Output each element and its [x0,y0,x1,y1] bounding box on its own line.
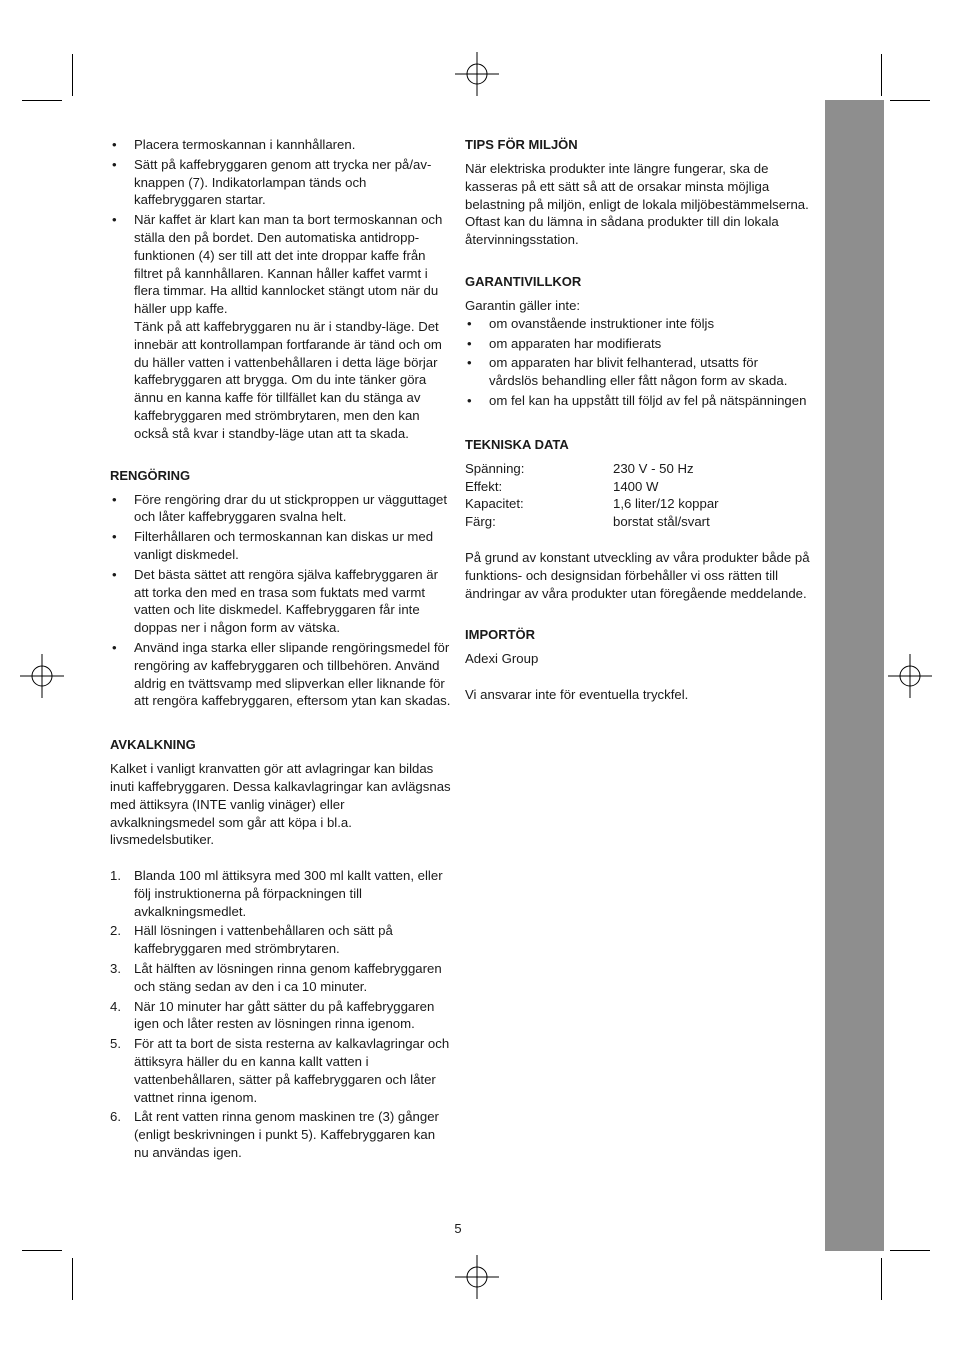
step-number: 6. [110,1109,121,1125]
spec-row [465,478,810,496]
side-tab-band [825,100,884,1251]
list-item [110,1108,452,1161]
descaling-heading: AVKALKNING [110,737,196,753]
spec-row [465,460,810,478]
spec-value: 1400 W [613,478,659,494]
crop-mark [72,1258,73,1300]
registration-mark-icon [455,52,499,96]
disclaimer-text: På grund av konstant utveckling av våra produkter både på funktions- och designsidan förbehåller vi oss rätten till ändringar av våra produkter utan föregående meddelande. [465,549,810,601]
crop-mark [22,1250,62,1251]
specs-heading: TEKNISKA DATA [465,436,569,452]
right-column [465,136,810,704]
list-item: • Sätt på kaffebryggaren genom att trycka ner på/av-knappen (7). Indikatorlampan tänds och kaffebryggaren startar. [110,156,452,209]
cleaning-bullet-list [110,491,452,711]
list-item: • Det bästa sättet att rengöra själva kaffebryggaren är att torka den med en trasa som fuktats med varmt vatten och lite diskmedel. Kaffebryggaren får inte doppas ner i någon form av vätska. [110,566,452,637]
crop-mark [881,1258,882,1300]
crop-mark [72,54,73,96]
step-number: 2. [110,923,121,939]
list-item: • om fel kan ha uppstått till följd av fel på nätspänningen [465,392,810,410]
list-item: • Placera termoskannan i kannhållaren. [110,136,452,154]
spec-label: Spänning: [465,460,525,476]
crop-mark [22,100,62,101]
list-item [110,998,452,1034]
print-errors-note: Vi ansvarar inte för eventuella tryckfel. [465,687,689,703]
page-number: 5 [454,1221,462,1236]
list-item: • När kaffet är klart kan man ta bort termoskannan och ställa den på bordet. Den automatiska antidropp-funktionen (4) ser till att det inte droppar kaffe från filtret på kannhållaren. Kannan håller kaffet varmt i flera timmar. Ha alltid kannlocket stängt utom när du häller upp kaffe. [110,211,452,318]
environment-heading: TIPS FÖR MILJÖN [465,137,578,152]
list-item: • om apparaten har blivit felhanterad, utsatts för vårdslös behandling eller fått någon form av skada. [465,354,810,390]
step-text: Låt rent vatten rinna genom maskinen tre (3) gånger (enligt beskrivningen i punkt 5). Kaffebryggaren kan nu användas igen. [134,1109,439,1161]
left-column [110,136,452,1164]
step-number: 4. [110,998,121,1014]
intro-bullet-list [110,136,452,318]
list-item [110,960,452,996]
list-item [110,1035,452,1106]
descaling-steps [110,867,452,1162]
spec-row [465,513,810,531]
step-number: 3. [110,961,121,977]
step-number: 1. [110,868,121,884]
crop-mark [890,1250,930,1251]
crop-mark [890,100,930,101]
registration-mark-icon [888,654,932,698]
list-item: • om apparaten har modifierats [465,335,810,353]
list-item: • Använd inga starka eller slipande rengöringsmedel för rengöring av kaffebryggaren och tillbehören. Använd aldrig en tvättsvamp med slipverkan eller liknande för att rengöra kaffebryggaren, eftersom ytan kan skadas. [110,639,452,710]
list-item: • om ovanstående instruktioner inte följs [465,315,810,333]
step-number: 5. [110,1036,121,1052]
spec-row [465,495,810,513]
cleaning-heading: RENGÖRING [110,467,191,483]
step-text: Häll lösningen i vattenbehållaren och sätt på kaffebryggaren med strömbrytaren. [134,923,393,957]
importer-name: Adexi Group [465,651,539,667]
registration-mark-icon [20,654,64,698]
registration-mark-icon [455,1255,499,1299]
crop-mark [881,54,882,96]
descaling-intro: Kalket i vanligt kranvatten gör att avlagringar kan bildas inuti kaffebryggaren. Dessa kalkavlagringar kan avlägsnas med ättiksyra (INTE vanlig vinäger) eller avkalkningsmedel som går att köpa i bl.a. livsmedelsbutiker. [110,761,451,848]
spec-value: borstat stål/svart [613,514,710,530]
step-text: När 10 minuter har gått sätter du på kaffebryggaren igen och låter resten av lösningen rinna igenom. [134,998,435,1032]
list-item [110,922,452,958]
list-item [110,867,452,920]
spec-label: Effekt: [465,478,503,494]
step-text: Blanda 100 ml ättiksyra med 300 ml kallt vatten, eller följ instruktionerna på förpackningen till avkalkningsmedlet. [134,868,443,919]
warranty-heading: GARANTIVILLKOR [465,273,582,289]
spec-value: 230 V - 50 Hz [613,460,694,476]
warranty-bullet-list [465,315,810,410]
standby-note: Tänk på att kaffebryggaren nu är i standby-läge. Det innebär att kontrollampan fortfarande är tänd och om du häller vatten i vattenbehållaren i detta läge börjar kaffebryggaren att brygga. Om du inte tänker göra ännu en kanna kaffe för tillfället kan du stänga av kaffebryggaren med strömbrytaren, men den kan också stå kvar i standby-läge utan att ta skada. [134,318,442,441]
step-text: För att ta bort de sista resterna av kalkavlagringar och ättiksyra häller du en kanna kallt vatten i vattenbehållaren, sätter på kaffebryggaren och låter vattnet rinna igenom. [134,1036,450,1105]
spec-label: Kapacitet: [465,496,524,512]
specs-table [465,460,810,531]
spec-value: 1,6 liter/12 koppar [613,496,719,512]
environment-text: När elektriska produkter inte längre fungerar, ska de kasseras på ett sätt så att de orsakar minsta möjliga belastning på miljön, enligt de lokala miljöbestämmelserna. Oftast kan du lämna in sådana produkter till din lokala återvinningsstation. [465,161,809,248]
spec-label: Färg: [465,514,496,530]
warranty-intro: Garantin gäller inte: [465,297,581,313]
list-item: • Före rengöring drar du ut stickproppen ur vägguttaget och låter kaffebryggaren svalna helt. [110,491,452,527]
step-text: Låt hälften av lösningen rinna genom kaffebryggaren och stäng sedan av den i ca 10 minuter. [134,961,442,994]
importer-heading: IMPORTÖR [465,627,536,643]
list-item: • Filterhållaren och termoskannan kan diskas ur med vanligt diskmedel. [110,528,452,564]
